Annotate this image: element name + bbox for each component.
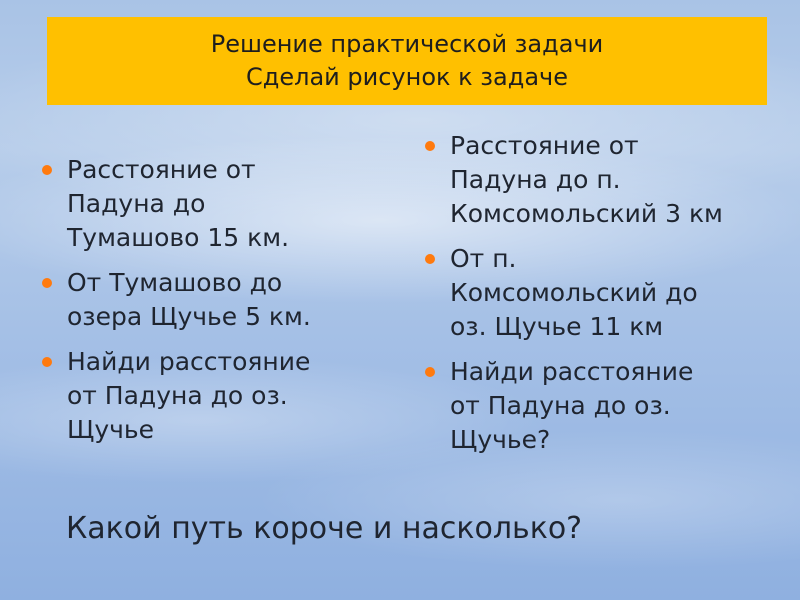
final-question: Какой путь короче и насколько? bbox=[66, 511, 583, 546]
bullet-dot-icon bbox=[42, 165, 52, 175]
bullet-dot-icon bbox=[425, 367, 435, 377]
slide-subtitle: Сделай рисунок к задаче bbox=[246, 63, 568, 91]
bullet-text: От п. Комсомольский до оз. Щучье 11 км bbox=[450, 244, 698, 341]
bullet-text: Найди расстояние от Падуна до оз. Щучье? bbox=[450, 357, 694, 454]
bullet-text: Расстояние от Падуна до п. Комсомольский 3 км bbox=[450, 131, 723, 228]
list-item bbox=[425, 242, 775, 344]
bullet-dot-icon bbox=[425, 254, 435, 264]
right-bullet-list bbox=[425, 129, 775, 468]
bullet-text: Расстояние от Падуна до Тумашово 15 км. bbox=[67, 155, 290, 252]
list-item bbox=[42, 153, 362, 255]
list-item bbox=[42, 345, 362, 447]
bullet-text: От Тумашово до озера Щучье 5 км. bbox=[67, 268, 311, 331]
list-item bbox=[425, 129, 775, 231]
bullet-text: Найди расстояние от Падуна до оз. Щучье bbox=[67, 347, 311, 444]
list-item bbox=[425, 355, 775, 457]
bullet-dot-icon bbox=[42, 278, 52, 288]
slide-title: Решение практической задачи bbox=[210, 30, 604, 58]
bullet-dot-icon bbox=[425, 141, 435, 151]
list-item bbox=[42, 266, 362, 334]
slide-title-banner bbox=[47, 17, 767, 105]
bullet-dot-icon bbox=[42, 357, 52, 367]
left-bullet-list bbox=[42, 153, 362, 458]
